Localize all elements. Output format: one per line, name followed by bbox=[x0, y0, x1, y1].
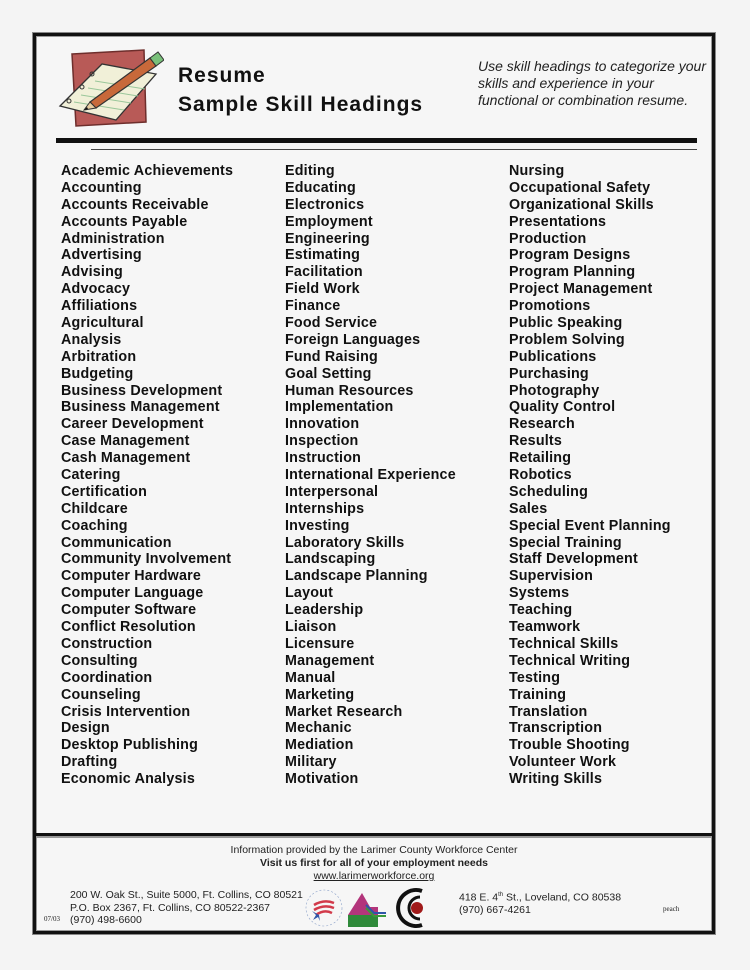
page-title: Sample Skill Headings bbox=[178, 93, 424, 116]
skill-item: Investing bbox=[285, 517, 350, 534]
skill-item: Accounts Receivable bbox=[61, 196, 209, 213]
skill-item: Market Research bbox=[285, 703, 403, 720]
workforce-center-logo bbox=[398, 890, 423, 926]
skill-item: Mediation bbox=[285, 737, 354, 754]
document-frame bbox=[33, 33, 715, 934]
skill-item: Training bbox=[509, 686, 567, 703]
skill-item: Teamwork bbox=[509, 619, 581, 636]
skill-item: Implementation bbox=[285, 399, 394, 416]
date-code: 07/03 bbox=[44, 915, 60, 923]
skill-item: Program Designs bbox=[509, 247, 631, 264]
skill-item: Manual bbox=[285, 669, 336, 686]
skill-item: Engineering bbox=[285, 230, 370, 247]
skill-item: Internships bbox=[285, 500, 365, 517]
skill-item: Crisis Intervention bbox=[61, 703, 191, 720]
skill-item: Computer Hardware bbox=[61, 568, 202, 585]
skill-item: Special Event Planning bbox=[509, 517, 671, 534]
skill-item: Administration bbox=[61, 230, 165, 247]
header bbox=[36, 36, 712, 151]
skill-item: Field Work bbox=[285, 281, 360, 298]
america-works-logo bbox=[306, 890, 342, 926]
skill-item: Public Speaking bbox=[509, 315, 623, 332]
skill-item: Coordination bbox=[61, 669, 153, 686]
skill-item: Affiliations bbox=[61, 298, 138, 315]
skill-item: Counseling bbox=[61, 686, 141, 703]
skill-item: Layout bbox=[285, 585, 334, 602]
skill-item: Licensure bbox=[285, 635, 355, 652]
skill-item: Career Development bbox=[61, 416, 204, 433]
skill-item: Technical Writing bbox=[509, 652, 631, 669]
divider-thin bbox=[91, 149, 697, 150]
skill-item: Construction bbox=[61, 635, 153, 652]
skill-item: Childcare bbox=[61, 500, 128, 517]
skill-item: Estimating bbox=[285, 247, 361, 264]
peach-label: peach bbox=[663, 905, 680, 913]
skill-item: Educating bbox=[285, 179, 356, 196]
right-address bbox=[459, 889, 621, 917]
skill-item: Agricultural bbox=[61, 315, 144, 332]
skill-item: Desktop Publishing bbox=[61, 737, 199, 754]
skill-item: Electronics bbox=[285, 196, 365, 213]
skill-item: Catering bbox=[61, 467, 121, 484]
title-resume: Resume bbox=[178, 64, 266, 87]
skill-item: Mechanic bbox=[285, 720, 352, 737]
skill-item: Retailing bbox=[509, 450, 572, 467]
skills-column-1 bbox=[61, 163, 233, 788]
divider-thick bbox=[56, 138, 697, 143]
skill-item: Scheduling bbox=[509, 483, 589, 500]
skill-item: Liaison bbox=[285, 619, 337, 636]
larimer-county-logo bbox=[348, 893, 386, 927]
skill-item: Promotions bbox=[509, 298, 591, 315]
partner-logos bbox=[304, 885, 444, 931]
skill-item: Innovation bbox=[285, 416, 360, 433]
footer-tagline: Visit us first for all of your employment needs bbox=[260, 857, 488, 869]
skill-item: Arbitration bbox=[61, 348, 137, 365]
skill-item: Conflict Resolution bbox=[61, 619, 196, 636]
intro-text: Use skill headings to categorize your skills and experience in your functional or combination resume. bbox=[478, 58, 707, 108]
skill-item: Supervision bbox=[509, 568, 594, 585]
skill-item: Drafting bbox=[61, 754, 118, 771]
skill-item: Volunteer Work bbox=[509, 754, 617, 771]
skill-item: Landscape Planning bbox=[285, 568, 428, 585]
skill-item: Program Planning bbox=[509, 264, 636, 281]
skill-item: Facilitation bbox=[285, 264, 363, 281]
skill-item: Certification bbox=[61, 483, 148, 500]
skill-item: Project Management bbox=[509, 281, 653, 298]
skill-item: Accounting bbox=[61, 179, 142, 196]
address-line: 418 E. 4th St., Loveland, CO 80538 bbox=[459, 891, 622, 904]
skill-item: Foreign Languages bbox=[285, 331, 421, 348]
skill-item: Analysis bbox=[61, 331, 122, 348]
skill-item: Transcription bbox=[509, 720, 603, 737]
skill-item: Advertising bbox=[61, 247, 142, 264]
skill-item: Food Service bbox=[285, 315, 378, 332]
skill-item: Computer Software bbox=[61, 602, 197, 619]
skill-item: Leadership bbox=[285, 602, 364, 619]
skill-item: Laboratory Skills bbox=[285, 534, 405, 551]
footer bbox=[36, 841, 712, 931]
skill-item: Employment bbox=[285, 213, 373, 230]
skill-item: Robotics bbox=[509, 467, 572, 484]
skill-item: International Experience bbox=[285, 467, 456, 484]
address-line: P.O. Box 2367, Ft. Collins, CO 80522-2367 bbox=[70, 901, 271, 914]
skill-item: Finance bbox=[285, 298, 341, 315]
skill-item: Photography bbox=[509, 382, 600, 399]
skill-item: Research bbox=[509, 416, 575, 433]
skill-item: Staff Development bbox=[509, 551, 638, 568]
skill-item: Instruction bbox=[285, 450, 362, 467]
skill-item: Budgeting bbox=[61, 365, 134, 382]
address-line: 200 W. Oak St., Suite 5000, Ft. Collins, CO 80521 bbox=[70, 889, 303, 901]
skill-item: Case Management bbox=[61, 433, 190, 450]
skill-item: Fund Raising bbox=[285, 348, 378, 365]
footer-divider bbox=[36, 833, 712, 836]
skill-item: Quality Control bbox=[509, 399, 616, 416]
skill-item: Writing Skills bbox=[509, 771, 603, 788]
skill-item: Military bbox=[285, 754, 337, 771]
skill-item: Consulting bbox=[61, 652, 138, 669]
footer-info: Information provided by the Larimer County Workforce Center bbox=[230, 844, 518, 856]
skill-item: Human Resources bbox=[285, 382, 414, 399]
skill-item: Communication bbox=[61, 534, 172, 551]
left-address bbox=[70, 889, 303, 927]
skill-item: Accounts Payable bbox=[61, 213, 188, 230]
skill-item: Presentations bbox=[509, 213, 607, 230]
skill-item: Trouble Shooting bbox=[509, 737, 630, 754]
skill-item: Economic Analysis bbox=[61, 771, 195, 788]
skills-column-2 bbox=[285, 163, 456, 788]
skill-item: Design bbox=[61, 720, 110, 737]
phone: (970) 498-6600 bbox=[70, 914, 142, 926]
skill-item: Landscaping bbox=[285, 551, 376, 568]
pencil-paper-icon bbox=[54, 44, 164, 134]
skill-item: Translation bbox=[509, 703, 588, 720]
skill-item: Testing bbox=[509, 669, 561, 686]
skill-item: Editing bbox=[285, 163, 335, 179]
phone: (970) 667-4261 bbox=[459, 904, 531, 916]
skill-item: Management bbox=[285, 652, 375, 669]
skill-item: Advising bbox=[61, 264, 123, 281]
skill-item: Sales bbox=[509, 500, 548, 517]
skill-item: Nursing bbox=[509, 163, 565, 179]
skill-item: Organizational Skills bbox=[509, 196, 654, 213]
skill-item: Cash Management bbox=[61, 450, 191, 467]
skill-item: Results bbox=[509, 433, 563, 450]
skill-item: Special Training bbox=[509, 534, 622, 551]
skill-item: Problem Solving bbox=[509, 331, 625, 348]
skill-item: Publications bbox=[509, 348, 597, 365]
skill-item: Advocacy bbox=[61, 281, 131, 298]
skill-item: Purchasing bbox=[509, 365, 589, 382]
skill-item: Interpersonal bbox=[285, 483, 379, 500]
skill-item: Teaching bbox=[509, 602, 573, 619]
skill-item: Technical Skills bbox=[509, 635, 619, 652]
skill-item: Coaching bbox=[61, 517, 128, 534]
skill-item: Academic Achievements bbox=[61, 163, 234, 179]
skill-item: Marketing bbox=[285, 686, 355, 703]
skill-item: Computer Language bbox=[61, 585, 204, 602]
skills-column-3 bbox=[509, 163, 671, 788]
skill-item: Production bbox=[509, 230, 587, 247]
skill-item: Inspection bbox=[285, 433, 359, 450]
skill-item: Motivation bbox=[285, 771, 359, 788]
skill-item: Systems bbox=[509, 585, 570, 602]
skill-item: Business Development bbox=[61, 382, 223, 399]
footer-website-link[interactable]: www.larimerworkforce.org bbox=[313, 870, 435, 882]
skill-item: Occupational Safety bbox=[509, 179, 651, 196]
skill-item: Goal Setting bbox=[285, 365, 372, 382]
skill-item: Community Involvement bbox=[61, 551, 232, 568]
skill-item: Business Management bbox=[61, 399, 220, 416]
